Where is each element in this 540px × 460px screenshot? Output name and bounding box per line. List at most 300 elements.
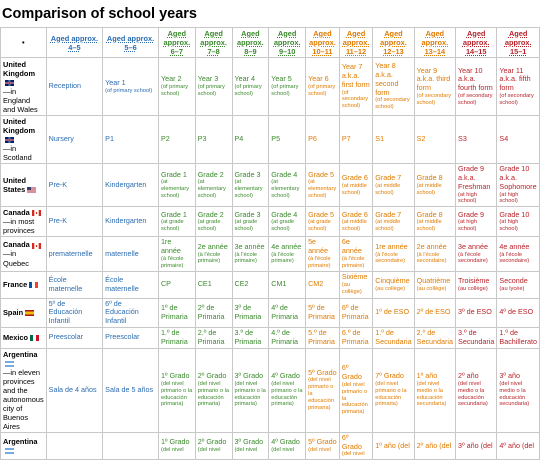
school-type-note: (del nivel [308,446,331,453]
table-row [1,58,540,116]
school-year-label: 2º de Primaria [197,303,225,321]
school-year-label: P7 [341,134,351,144]
school-year-label: 2.º de Secundaria [416,327,454,346]
school-year-label: 2e année [197,241,228,251]
school-year-cell [103,164,159,207]
school-year-cell [46,116,102,164]
school-year-cell [306,348,340,432]
school-type-note: (at middle school) [375,219,401,233]
school-year-label: 1º Grado [160,437,190,447]
school-year-cell [373,207,414,237]
school-year-label: Year 1 [105,77,126,87]
column-header-label[interactable]: Aged approx. 4–5 [50,33,99,52]
school-year-label: 4º año (del [499,440,534,450]
flag-ar-icon [5,448,14,454]
school-year-label: 3.º de Primaria [234,327,262,346]
school-type-note: (of secondary school) [499,92,534,106]
school-type-note: (del nivel medio o la educación secundaria) [458,380,488,408]
school-year-label: 4º Grado [271,371,300,381]
school-year-cell [195,327,232,348]
country-cell [1,432,47,459]
school-type-note: (del nivel primario o la educación primaria) [234,380,266,408]
school-year-label: 2º año (del [416,440,452,450]
school-type-note: (au lycée) [499,285,525,292]
column-header-label[interactable]: Aged approx. 6–7 [163,29,191,57]
column-header-label[interactable]: Aged approx. 13–14 [421,29,449,57]
school-year-cell [373,237,414,271]
school-year-label: CE1 [197,279,212,289]
country-cell [1,327,47,348]
school-year-label: Grade 7 [375,173,402,183]
column-header [103,28,159,58]
school-year-label: École maternelle [105,274,139,293]
table-row [1,298,540,327]
school-year-cell [158,237,195,271]
school-year-label: S1 [375,134,385,144]
school-year-cell [414,327,455,348]
school-year-cell [306,271,340,298]
school-year-label: Grade 5 [308,209,335,219]
country-name[interactable]: United Kingdom [3,117,36,136]
school-year-cell [373,116,414,164]
school-type-note: (of secondary school) [375,97,410,111]
school-year-cell [269,116,306,164]
school-year-label: Sala de 4 años [48,384,97,394]
school-year-label: 1re année [375,241,408,251]
column-header-label[interactable]: Aged approx. 11–12 [342,29,370,57]
country-name[interactable]: Canada [3,240,30,250]
school-type-note: (at middle school) [341,182,367,196]
school-year-label: Year 3 [197,74,219,84]
table-row [1,348,540,432]
school-type-note: (of primary school) [160,84,189,97]
school-year-label: 1.º de Primaria [160,327,188,346]
school-type-note: (at elementary school) [234,179,263,200]
school-year-label: Year 8 a.k.a. second form [375,61,399,97]
column-header-label[interactable]: Aged approx. 7–8 [200,29,227,57]
school-year-cell [339,327,372,348]
school-year-label: 2.º de Primaria [197,327,225,346]
column-header [195,28,232,58]
school-year-label: CP [160,279,171,289]
column-header-label[interactable]: Aged approx. 9–10 [273,29,301,57]
school-year-label: Grade 10 a.k.a. Sophomore [499,164,537,191]
school-type-note: (del nivel primario o la educación primaria) [341,381,368,416]
country-name[interactable]: United States [3,176,26,195]
school-year-cell [497,298,540,327]
school-year-cell [306,237,340,271]
school-type-note: (à l'école secondaire) [375,251,405,265]
school-year-cell [195,116,232,164]
column-header [269,28,306,58]
school-year-cell [373,58,414,116]
school-year-label: 1.º de Bachillerato [499,327,537,346]
school-type-note: (del nivel [160,446,184,453]
flag-us-icon [27,187,36,193]
comparison-table [0,27,540,460]
school-year-cell [456,237,497,271]
school-year-label: 1.º de Secundaria [375,327,412,346]
school-year-label: Grade 5 [308,169,335,179]
flag-mx-icon [30,335,39,341]
school-year-label: P6 [308,134,317,144]
school-year-label: École maternelle [48,274,83,293]
school-year-label: Grade 3 [234,209,261,219]
column-header [158,28,195,58]
school-year-label: 5.º de Primaria [308,327,335,346]
school-year-cell [232,432,269,459]
school-type-note: (at elementary school) [308,179,337,200]
country-cell [1,271,47,298]
school-year-cell [339,207,372,237]
school-year-cell [456,327,497,348]
school-type-note: (à l'école secondaire) [458,251,488,265]
column-header [497,28,540,58]
school-year-cell [103,237,159,271]
school-year-cell [158,348,195,432]
school-year-cell [414,271,455,298]
table-row [1,207,540,237]
school-type-note: (à l'école primaire) [308,255,331,269]
school-year-label: CM2 [308,279,324,289]
school-year-label: Reception [48,81,82,91]
school-year-label: Quatrième [416,275,451,285]
school-year-cell [103,271,159,298]
school-year-cell [46,432,102,459]
school-year-label: Grade 2 [197,209,224,219]
school-year-cell [46,348,102,432]
school-type-note: (del nivel [341,451,365,458]
school-year-label: 5º Grado [308,437,337,447]
region-label: —in England and Wales [3,86,38,114]
school-type-note: (at middle school) [416,219,442,233]
school-year-cell [232,116,269,164]
school-year-cell [158,164,195,207]
column-header-label[interactable]: Aged approx. 8–9 [237,29,264,57]
school-year-cell [373,298,414,327]
school-year-label: Year 4 [234,74,256,84]
column-header [306,28,340,58]
table-row [1,116,540,164]
school-year-label: 2º Grado [197,437,227,447]
school-type-note: (at grade school) [160,219,184,233]
school-year-label: Troisième [458,275,490,285]
school-year-label: Kindergarten [105,216,147,226]
school-type-note: (del nivel [197,446,221,453]
school-year-cell [195,164,232,207]
school-year-cell [103,327,159,348]
school-year-label: maternelle [105,248,139,258]
school-year-label: Seconde [499,275,528,285]
school-year-cell [414,58,455,116]
school-year-cell [195,237,232,271]
region-label: —in most provinces [3,217,35,236]
school-type-note: (at middle school) [375,182,401,196]
school-year-label: 4e année [499,241,530,251]
school-year-label: Sala de 5 años [105,384,154,394]
school-year-cell [456,271,497,298]
school-year-cell [195,298,232,327]
school-type-note: (at high school) [499,219,519,233]
school-type-note: (at grade school) [308,219,331,233]
school-year-label: Nursery [48,134,74,144]
school-year-label: 6º de Educación Infantil [105,298,139,326]
school-type-note: (of primary school) [197,84,225,97]
school-type-note: (del nivel primario o la educación primaria) [375,380,407,408]
school-year-label: 4e année [271,241,302,251]
school-year-cell [103,298,159,327]
school-year-cell [414,432,455,459]
school-year-cell [373,271,414,298]
school-year-label: S4 [499,134,509,144]
school-year-cell [46,58,102,116]
flag-ca-icon [32,243,41,249]
country-name[interactable]: Canada [3,208,30,218]
school-type-note: (of primary school) [105,87,153,94]
school-year-label: 1re année [160,237,181,256]
column-header-label[interactable]: Aged approx. 15–1 [504,29,532,57]
school-year-label: Pre-K [48,179,68,189]
flag-uk-icon [5,80,14,86]
school-type-note: (of secondary school) [341,89,369,110]
school-year-label: Year 6 [308,74,329,84]
country-cell [1,207,47,237]
school-year-label: P1 [105,134,114,144]
school-year-label: Year 11 a.k.a. fifth form [499,65,531,93]
country-name[interactable]: France [3,280,28,290]
school-year-cell [46,271,102,298]
school-year-cell [195,207,232,237]
school-year-cell [414,348,455,432]
school-year-cell [232,164,269,207]
school-year-label: 3º año [499,371,521,381]
school-year-label: 2º Grado [197,371,227,381]
school-year-label: 1º de Primaria [160,303,188,321]
school-type-note: (at high school) [458,191,478,205]
school-year-label: Preescolar [105,332,140,342]
school-year-label: 6e année [341,237,362,256]
country-name[interactable]: Argentina [3,349,38,359]
school-type-note: (del nivel medio o la educación secundaria) [416,380,447,408]
school-year-label: Grade 6 [341,173,368,183]
school-type-note: (au collège) [458,285,488,292]
school-year-label: Preescolar [48,332,84,342]
school-year-label: P4 [234,134,244,144]
school-year-label: P2 [160,134,170,144]
country-name[interactable]: Spain [3,308,24,318]
school-year-label: Grade 1 [160,209,187,219]
column-header [373,28,414,58]
school-year-label: 2º de ESO [416,307,451,317]
school-year-cell [158,327,195,348]
column-header-label[interactable]: Aged approx. 5–6 [106,33,155,52]
school-year-label: Grade 2 [197,169,224,179]
school-year-cell [373,164,414,207]
school-year-cell [339,271,372,298]
school-year-cell [497,164,540,207]
school-type-note: (del nivel primario o la educación primaria) [308,377,334,411]
school-year-cell [232,271,269,298]
school-type-note: (at elementary school) [271,179,300,200]
school-type-note: (of primary school) [234,84,262,97]
school-year-cell [306,327,340,348]
column-header [414,28,455,58]
school-year-cell [414,164,455,207]
school-year-label: Year 2 [160,74,182,84]
school-year-cell [158,298,195,327]
school-year-cell [306,58,340,116]
school-type-note: (del nivel medio o la educación secundaria) [499,380,530,408]
school-type-note: (at middle school) [416,182,442,196]
school-year-cell [456,207,497,237]
school-year-cell [339,164,372,207]
school-year-cell [306,116,340,164]
school-year-label: 3.º de Secundaria [458,327,495,346]
school-year-cell [195,58,232,116]
school-year-label: Grade 9 [458,209,485,219]
school-year-label: 5º de Primaria [308,303,335,321]
school-year-cell [456,164,497,207]
school-year-label: Grade 4 [271,209,298,219]
school-year-label: Kindergarten [105,179,147,189]
school-year-cell [232,207,269,237]
school-year-label: Year 7 a.k.a. first form [341,62,370,89]
school-year-cell [158,432,195,459]
school-type-note: (à l'école primaire) [341,255,365,269]
school-year-label: 1º Grado [160,371,190,381]
school-year-cell [306,164,340,207]
school-type-note: (at grade school) [234,219,258,233]
column-header [46,28,102,58]
school-type-note: (at grade school) [271,219,295,233]
column-header-label[interactable]: Aged approx. 14–15 [462,29,490,57]
school-year-cell [339,432,372,459]
school-year-label: Grade 8 [416,173,443,183]
country-name[interactable]: United Kingdom [3,59,36,78]
country-cell [1,116,47,164]
school-type-note: (à l'école primaire) [160,255,184,269]
school-year-cell [497,327,540,348]
school-year-label: 5º de Educación Infantil [48,298,83,326]
school-year-cell [269,327,306,348]
school-year-cell [232,237,269,271]
school-year-label: Grade 9 a.k.a. Freshman [458,164,491,191]
school-year-cell [414,237,455,271]
school-year-label: 3e année [234,241,265,251]
school-type-note: (del nivel [234,446,258,453]
table-row [1,237,540,271]
school-type-note: (at elementary school) [197,179,226,200]
school-year-label: 5e année [308,237,329,256]
school-year-cell [306,298,340,327]
school-year-cell [195,348,232,432]
school-year-label: Sixième [341,272,368,282]
school-year-cell [339,58,372,116]
column-header [456,28,497,58]
page-title: Comparison of school years [2,6,197,22]
school-year-cell [456,348,497,432]
school-year-cell [195,432,232,459]
school-year-label: P3 [197,134,207,144]
school-year-label: 7º Grado [375,371,404,381]
school-year-label: 6º Grado [341,432,362,451]
school-year-label: 1º año [416,371,438,381]
school-year-label: 3º de ESO [458,307,492,317]
table-row [1,271,540,298]
school-type-note: (à l'école primaire) [197,251,221,265]
school-year-cell [232,298,269,327]
school-year-cell [497,271,540,298]
region-label: —in eleven provinces and the autonomous city of Buenos Aires [3,367,44,431]
school-year-label: Grade 1 [160,169,187,179]
school-year-label: Year 5 [271,74,292,84]
school-type-note: (au collège) [375,285,405,292]
school-year-label: 3º Grado [234,371,264,381]
school-year-cell [158,207,195,237]
school-year-cell [269,164,306,207]
country-name[interactable]: Mexico [3,333,29,343]
column-header-label[interactable]: Aged approx. 10–11 [309,29,336,57]
school-year-cell [46,237,102,271]
school-type-note: (del nivel primario o la educación primaria) [271,380,303,408]
school-year-cell [414,298,455,327]
school-year-cell [497,237,540,271]
school-year-cell [269,348,306,432]
school-year-cell [497,58,540,116]
school-type-note: (à l'école secondaire) [416,251,447,265]
school-type-note: (au collège) [416,285,447,292]
school-year-label: 2e année [416,241,447,251]
school-year-label: Cinquième [375,275,410,285]
school-year-cell [373,348,414,432]
table-row [1,327,540,348]
school-year-label: Grade 7 [375,209,402,219]
header-bullet: • [1,28,47,58]
school-type-note: (au collège) [341,282,362,296]
school-year-cell [269,207,306,237]
school-type-note: (à l'école secondaire) [499,251,530,265]
school-type-note: (del nivel [271,446,295,453]
school-year-label: Pre-K [48,216,68,226]
school-year-cell [103,432,159,459]
region-label: —in Quebec [3,249,29,268]
school-year-cell [456,298,497,327]
school-year-label: 4º de Primaria [271,303,299,321]
school-year-cell [46,207,102,237]
school-year-cell [339,348,372,432]
school-year-label: 4º de ESO [499,307,534,317]
school-year-label: 2º año [458,371,479,381]
school-type-note: (at elementary school) [160,179,190,200]
country-name[interactable]: Argentina [3,436,38,446]
school-type-note: (of primary school) [308,84,336,97]
school-year-cell [269,58,306,116]
school-year-cell [414,116,455,164]
school-year-cell [269,298,306,327]
school-type-note: (à l'école primaire) [234,251,258,265]
school-year-cell [306,432,340,459]
school-year-label: 1º año (del [375,440,410,450]
school-year-label: Grade 10 [499,209,530,219]
school-year-cell [269,271,306,298]
school-type-note: (at high school) [458,219,478,233]
school-year-label: Year 9 a.k.a. third form [416,65,451,93]
column-header-label[interactable]: Aged approx. 12–13 [380,29,407,57]
school-year-cell [232,327,269,348]
school-year-label: S3 [458,134,467,144]
school-year-cell [456,58,497,116]
school-year-cell [103,207,159,237]
